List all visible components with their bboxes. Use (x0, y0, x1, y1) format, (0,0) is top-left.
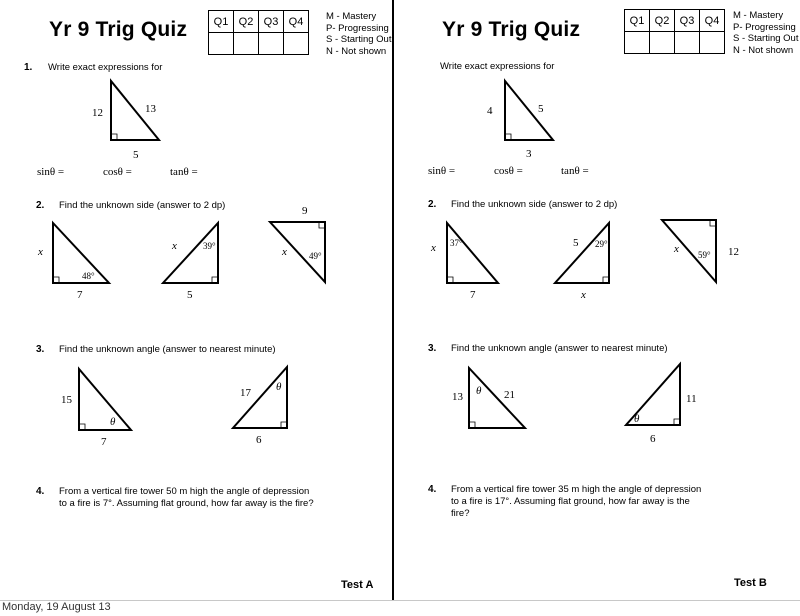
cos-ratio: cosθ = (494, 165, 523, 177)
q2-triangle-3 (270, 205, 325, 282)
question-text (59, 486, 314, 510)
question-number: 1. (24, 62, 33, 73)
q2-triangle-1 (37, 223, 109, 301)
question-number: 2. (428, 199, 437, 210)
grid-header-q4: Q4 (284, 11, 309, 33)
q3-t1-theta-label: θ (110, 416, 116, 428)
q3-t2-bottom-label: 6 (256, 434, 262, 446)
q3-t2-right-label: 11 (686, 393, 697, 405)
legend-progressing: P- Progressing (733, 21, 796, 33)
q3-triangle-1 (452, 368, 525, 428)
question-line: fire? (451, 508, 470, 519)
q2-t1-side-label: x (431, 242, 436, 254)
grid-header-q4: Q4 (700, 10, 725, 32)
question-text: Find the unknown angle (answer to nearest minute) (59, 344, 276, 355)
grid-header-q1: Q1 (625, 10, 650, 32)
question-number: 3. (428, 343, 437, 354)
q2-triangle-2 (555, 223, 609, 301)
q2-triangle-1 (430, 223, 498, 301)
question-text (451, 484, 701, 520)
q2-t3-angle-label: 59° (698, 250, 711, 260)
q2-t3-hyp-label: x (674, 243, 679, 255)
grid-header-q3: Q3 (259, 11, 284, 33)
q3-t2-theta-label: θ (634, 413, 640, 425)
q3-t1-hyp-label: 21 (504, 389, 515, 401)
sin-ratio: sinθ = (428, 165, 456, 177)
question-line: From a vertical fire tower 35 m high the angle of depression (451, 484, 702, 495)
q3-t2-hyp-label: 17 (240, 387, 251, 399)
q3-t1-left-label: 13 (452, 391, 463, 403)
question-text: Write exact expressions for (440, 61, 555, 72)
test-b-sheet (394, 0, 800, 600)
question-line: to a fire is 7°. Assuming flat ground, how far away is the fire? (59, 498, 314, 509)
q1-bottom-label: 3 (526, 148, 532, 160)
q1-triangle (92, 81, 159, 161)
grid-header-q2: Q2 (650, 10, 675, 32)
quiz-title: Yr 9 Trig Quiz (49, 18, 188, 41)
question-line: to a fire is 17°. Assuming flat ground, how far away is the (451, 496, 690, 507)
cos-ratio: cosθ = (103, 166, 132, 178)
q2-t3-top-label: 9 (302, 205, 308, 217)
question-text: Find the unknown angle (answer to nearest minute) (451, 343, 668, 354)
grid-header-q2: Q2 (234, 11, 259, 33)
grid-header-q3: Q3 (675, 10, 700, 32)
q3-triangle-1 (61, 369, 131, 448)
test-label: Test B (734, 577, 767, 589)
q2-triangle-2 (163, 223, 218, 301)
q3-t2-theta-label: θ (276, 381, 282, 393)
q3-t1-left-label: 15 (61, 394, 72, 406)
legend-not-shown: N - Not shown (326, 45, 387, 57)
q3-triangle-2 (626, 364, 697, 445)
legend-not-shown: N - Not shown (733, 44, 794, 56)
q1-left-label: 12 (92, 107, 103, 119)
question-number: 4. (428, 484, 437, 495)
q3-triangle-2 (233, 367, 287, 446)
q1-left-label: 4 (487, 105, 493, 117)
q2-t3-right-label: 12 (728, 246, 739, 258)
q2-t3-angle-label: 49° (309, 251, 322, 261)
q3-t2-bottom-label: 6 (650, 433, 656, 445)
q2-t1-bottom-label: 7 (470, 289, 476, 301)
legend-starting-out: S - Starting Out (326, 34, 392, 45)
question-number: 4. (36, 486, 45, 497)
q2-t2-angle-label: 39° (203, 241, 216, 251)
q2-t1-bottom-label: 7 (77, 289, 83, 301)
triangle-diagrams (0, 0, 393, 600)
quiz-title: Yr 9 Trig Quiz (442, 18, 581, 41)
footer-date: Monday, 19 August 13 (2, 601, 111, 613)
q2-triangle-3 (662, 220, 739, 282)
test-label: Test A (341, 579, 374, 591)
test-a-sheet (0, 0, 393, 600)
legend-progressing: P- Progressing (326, 22, 389, 34)
legend-mastery: M - Mastery (733, 10, 784, 21)
tan-ratio: tanθ = (170, 166, 198, 178)
q2-t1-angle-label: 48° (82, 271, 95, 281)
q2-t1-angle-label: 37° (450, 238, 463, 248)
sin-ratio: sinθ = (37, 166, 65, 178)
footer-divider (0, 600, 800, 601)
question-text: Find the unknown side (answer to 2 dp) (451, 199, 618, 210)
q2-t2-bottom-label: 5 (187, 289, 193, 301)
grid-header-q1: Q1 (209, 11, 234, 33)
question-number: 2. (36, 200, 45, 211)
legend-starting-out: S - Starting Out (733, 33, 799, 44)
question-number: 3. (36, 344, 45, 355)
q2-t2-bottom-label: x (581, 289, 586, 301)
tan-ratio: tanθ = (561, 165, 589, 177)
q2-t2-angle-label: 29° (595, 239, 608, 249)
question-line: From a vertical fire tower 50 m high the angle of depression (59, 486, 310, 497)
legend-mastery: M - Mastery (326, 11, 377, 22)
q3-t1-theta-label: θ (476, 385, 482, 397)
q2-t2-hyp-label: x (172, 240, 177, 252)
q1-hyp-label: 5 (538, 103, 544, 115)
q2-t2-hyp-label: 5 (573, 237, 579, 249)
q3-t1-bottom-label: 7 (101, 436, 107, 448)
q2-t1-side-label: x (38, 246, 43, 258)
q1-bottom-label: 5 (133, 149, 139, 161)
q1-triangle (487, 81, 553, 160)
q2-t3-hyp-label: x (282, 246, 287, 258)
question-text: Find the unknown side (answer to 2 dp) (59, 200, 226, 211)
q1-hyp-label: 13 (145, 103, 156, 115)
question-text: Write exact expressions for (48, 62, 163, 73)
